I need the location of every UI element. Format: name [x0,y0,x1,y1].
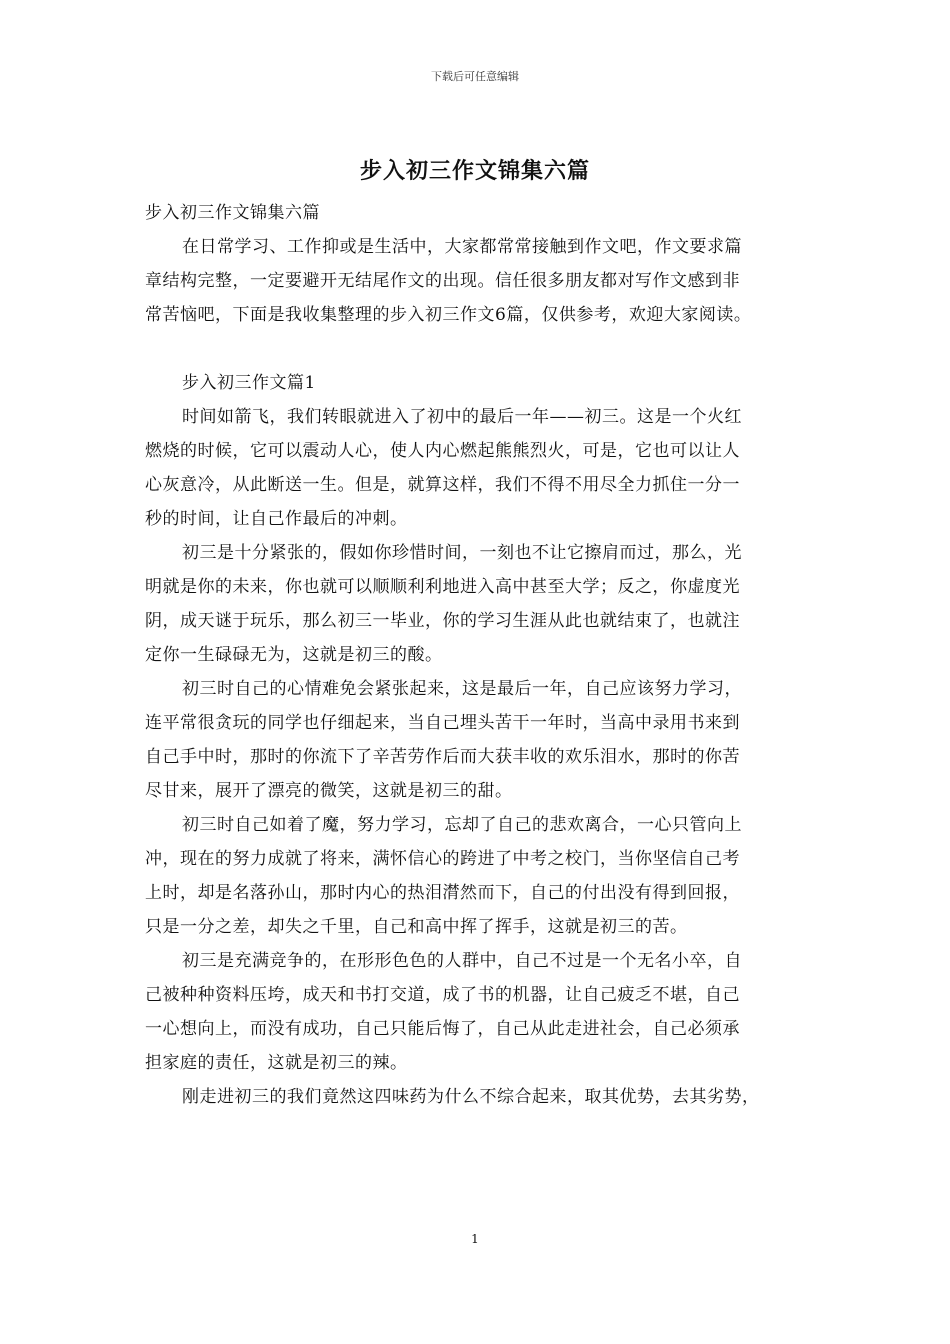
text-line: 定你一生碌碌无为，这就是初三的酸。 [145,645,443,665]
text-line: 常苦恼吧，下面是我收集整理的步入初三作文6篇，仅供参考，欢迎大家阅读。 [145,305,752,325]
text-line: 阴，成天谜于玩乐，那么初三一毕业，你的学习生涯从此也就结束了，也就注 [145,611,740,631]
text-line: 秒的时间，让自己作最后的冲刺。 [145,509,408,529]
text-line: 明就是你的未来，你也就可以顺顺利利地进入高中甚至大学；反之，你虚度光 [145,577,740,597]
text-line: 己被种种资料压垮，成天和书打交道，成了书的机器，让自己疲乏不堪，自己 [145,985,740,1005]
text-line: 初三时自己如着了魔，努力学习，忘却了自己的悲欢离合，一心只管向上 [182,815,742,835]
paragraph [145,672,810,808]
text-line: 连平常很贪玩的同学也仔细起来，当自己埋头苦干一年时，当高中录用书来到 [145,713,740,733]
blank-line [145,332,810,366]
text-line: 一心想向上，而没有成功，自己只能后悔了，自己从此走进社会，自己必须承 [145,1019,740,1039]
document-body [145,196,810,1114]
text-line: 在日常学习、工作抑或是生活中，大家都常常接触到作文吧，作文要求篇 [182,237,742,257]
text-line: 上时，却是名落孙山，那时内心的热泪潸然而下，自己的付出没有得到回报， [145,883,740,903]
text-line: 初三时自己的心情难免会紧张起来，这是最后一年，自己应该努力学习， [182,679,742,699]
text-line: 担家庭的责任，这就是初三的辣。 [145,1053,408,1073]
header-note: 下载后可任意编辑 [431,70,519,83]
text-line: 初三是十分紧张的，假如你珍惜时间，一刻也不让它擦肩而过，那么，光 [182,543,742,563]
text-line: 冲，现在的努力成就了将来，满怀信心的跨进了中考之校门，当你坚信自己考 [145,849,740,869]
text-line: 刚走进初三的我们竟然这四味药为什么不综合起来，取其优势，去其劣势， [182,1087,760,1107]
text-line: 心灰意冷，从此断送一生。但是，就算这样，我们不得不用尽全力抓住一分一 [145,475,740,495]
paragraph [145,536,810,672]
document-title: 步入初三作文锦集六篇 [359,158,590,184]
text-line: 燃烧的时候，它可以震动人心，使人内心燃起熊熊烈火，可是，它也可以让人 [145,441,740,461]
text-line: 自己手中时，那时的你流下了辛苦劳作后而大获丰收的欢乐泪水，那时的你苦 [145,747,740,767]
paragraph [145,808,810,944]
document-subtitle: 步入初三作文锦集六篇 [145,203,320,223]
section-heading: 步入初三作文篇1 [182,373,316,393]
text-line: 只是一分之差，却失之千里，自己和高中挥了挥手，这就是初三的苦。 [145,917,688,937]
intro-paragraph [145,230,810,332]
text-line: 初三是充满竞争的，在形形色色的人群中，自己不过是一个无名小卒，自 [182,951,742,971]
text-line: 时间如箭飞，我们转眼就进入了初中的最后一年——初三。这是一个火红 [182,407,742,427]
paragraph [145,400,810,536]
text-line: 尽甘来，展开了漂亮的微笑，这就是初三的甜。 [145,781,513,801]
paragraph [145,1080,810,1114]
page-number: 1 [471,1232,479,1246]
text-line: 章结构完整，一定要避开无结尾作文的出现。信任很多朋友都对写作文感到非 [145,271,740,291]
paragraph [145,944,810,1080]
